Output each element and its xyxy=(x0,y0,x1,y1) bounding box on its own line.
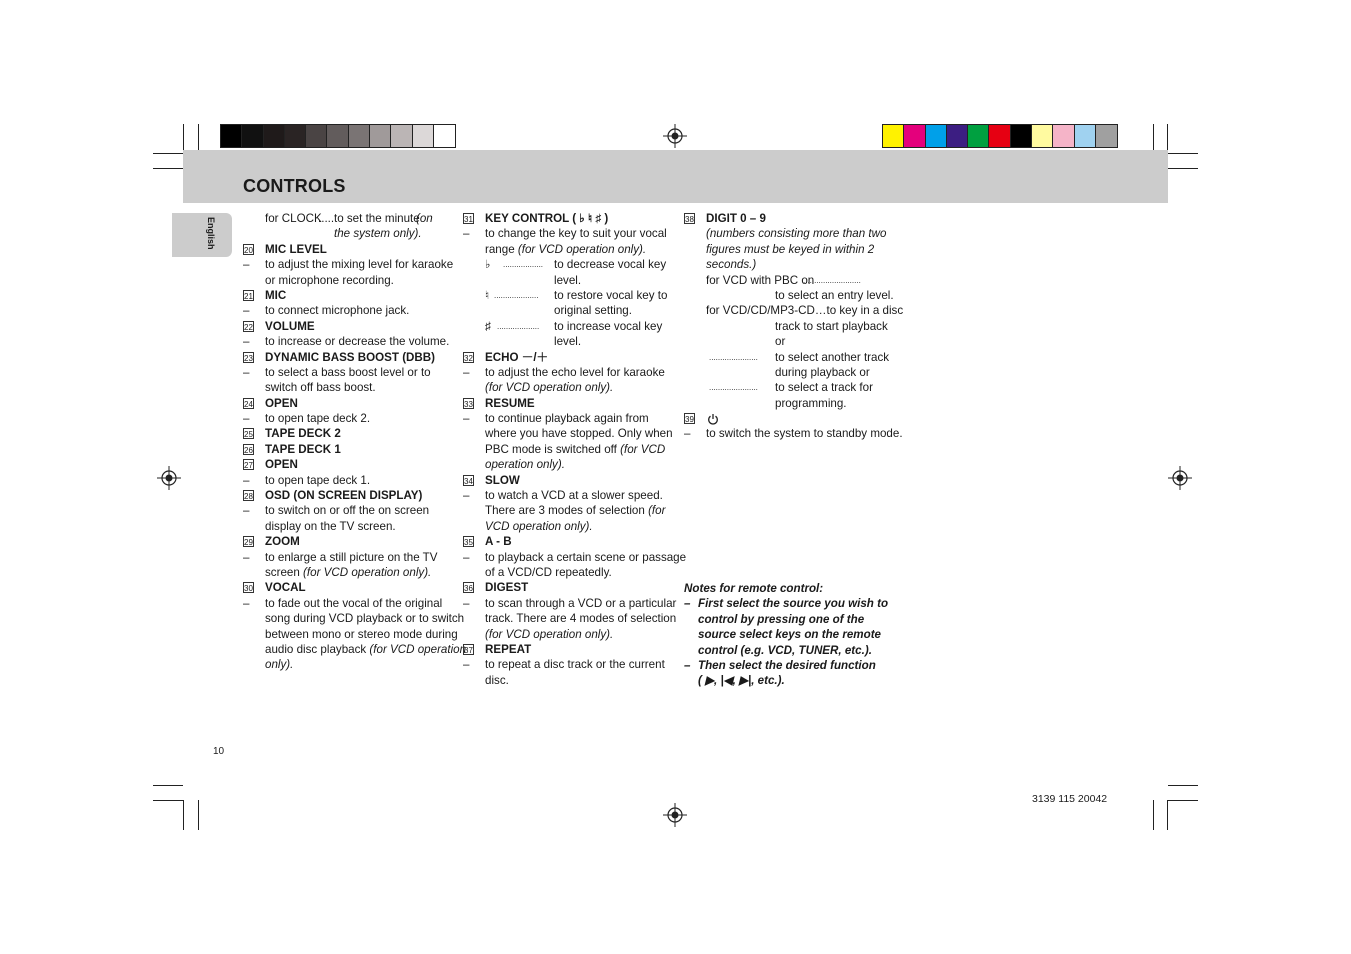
color-swatch xyxy=(264,125,285,147)
list-item: ♯ ................... to increase vocal key xyxy=(485,319,663,333)
list-item xyxy=(243,380,453,395)
list-item xyxy=(243,319,453,334)
list-item: 33 RESUME xyxy=(464,396,535,410)
crop-mark xyxy=(1168,785,1198,786)
list-item: – to switch the system to standby mode. xyxy=(684,427,903,441)
item-description: to open tape deck 2. xyxy=(265,412,371,426)
list-item: PBC mode is switched off (for VCD xyxy=(485,442,666,456)
list-item xyxy=(243,396,453,411)
list-item xyxy=(243,242,453,257)
list-item: – to playback a certain scene or passage xyxy=(463,550,687,564)
list-item: – to fade out the vocal of the original xyxy=(243,596,443,610)
list-item: ♭ .................. to decrease vocal key xyxy=(485,258,667,272)
color-swatch xyxy=(242,125,263,147)
power-icon xyxy=(707,413,719,425)
list-item: VCD operation only). xyxy=(485,519,593,533)
color-swatch xyxy=(1096,125,1117,147)
list-item: between mono or stereo mode during xyxy=(265,627,458,641)
list-item: 37 REPEAT xyxy=(464,642,532,656)
list-item: – to open tape deck 2. xyxy=(243,412,371,426)
list-item: screen (for VCD operation only). xyxy=(265,565,432,579)
list-item: – Then select the desired function xyxy=(684,658,876,672)
list-item: 35 A - B xyxy=(464,535,512,549)
crop-mark xyxy=(183,800,184,830)
list-item xyxy=(243,288,453,303)
list-item: 30 VOCAL xyxy=(244,581,306,595)
item-title: OPEN xyxy=(265,458,298,472)
crop-mark xyxy=(1167,800,1168,830)
color-swatch xyxy=(327,125,348,147)
item-description: to open tape deck 1. xyxy=(265,473,371,487)
list-item: – to adjust the mixing level for karaoke xyxy=(243,258,454,272)
color-swatch xyxy=(391,125,412,147)
list-item: – to select a bass boost level or to xyxy=(243,365,431,379)
crop-mark xyxy=(198,800,199,830)
list-item xyxy=(243,442,453,457)
list-item: only). xyxy=(265,658,294,672)
list-item: – to continue playback again from xyxy=(463,412,649,426)
list-item: control (e.g. VCD, TUNER, etc.). xyxy=(698,643,872,657)
color-swatch xyxy=(370,125,391,147)
list-item: audio disc playback (for VCD operation xyxy=(265,642,467,656)
list-item: – to enlarge a still picture on the TV xyxy=(243,550,438,564)
crop-mark xyxy=(153,785,183,786)
item-description: to select a bass boost level or to xyxy=(265,365,431,379)
list-item: seconds.) xyxy=(706,258,757,272)
color-swatch xyxy=(947,125,968,147)
crop-mark xyxy=(1153,800,1154,830)
item-number: 20 xyxy=(244,245,253,255)
list-item: – to increase or decrease the volume. xyxy=(243,335,450,349)
color-swatch xyxy=(434,125,455,147)
list-item: track. There are 4 modes of selection xyxy=(485,612,677,626)
color-swatch xyxy=(1075,125,1096,147)
list-item: ...................... to select a track for xyxy=(709,381,873,395)
crop-mark xyxy=(153,168,183,169)
list-item: original setting. xyxy=(554,304,632,318)
list-item xyxy=(243,350,453,365)
item-title: DYNAMIC BASS BOOST (DBB) xyxy=(265,350,436,364)
list-item: control by pressing one of the xyxy=(698,612,865,626)
item-description: to increase or decrease the volume. xyxy=(265,335,450,349)
color-swatch xyxy=(349,125,370,147)
item-number: 27 xyxy=(244,461,253,471)
item-description: switch off bass boost. xyxy=(265,381,376,395)
crop-mark xyxy=(153,153,183,154)
color-swatch xyxy=(883,125,904,147)
color-calibration-bar xyxy=(882,124,1118,148)
list-item: for VCD/CD/MP3-CD…to key in a disc xyxy=(706,304,904,318)
color-swatch xyxy=(989,125,1010,147)
list-item: ...................... to select another track xyxy=(709,350,890,364)
list-item: to select an entry level. xyxy=(775,288,894,302)
item-description: or microphone recording. xyxy=(265,273,394,287)
list-item: – to watch a VCD at a slower speed. xyxy=(463,489,663,503)
list-item: during playback or xyxy=(775,365,870,379)
item-description: to connect microphone jack. xyxy=(265,304,410,318)
list-item xyxy=(243,426,453,441)
column-1 xyxy=(243,211,467,673)
list-item: – to switch on or off the on screen xyxy=(243,504,430,518)
color-swatch xyxy=(285,125,306,147)
color-swatch xyxy=(904,125,925,147)
list-item: 39 xyxy=(684,411,899,426)
list-item: – to change the key to suit your vocal xyxy=(463,227,667,241)
item-number: 28 xyxy=(244,492,253,502)
list-item: 31 KEY CONTROL ( ♭ ♮ ♯ ) xyxy=(464,212,609,225)
page-number: 10 xyxy=(213,746,225,757)
crop-mark xyxy=(153,800,183,801)
list-item: 29 ZOOM xyxy=(244,535,300,549)
list-item: – First select the source you wish to xyxy=(684,597,889,611)
language-tab xyxy=(172,213,232,257)
page-title: CONTROLS xyxy=(243,176,346,196)
list-item xyxy=(243,519,453,534)
color-swatch xyxy=(1011,125,1032,147)
list-item: programming. xyxy=(775,396,847,410)
item-title: MIC LEVEL xyxy=(265,242,327,256)
list-item: – to scan through a VCD or a particular xyxy=(463,596,677,610)
list-item: 34 SLOW xyxy=(464,473,520,487)
control-list xyxy=(243,242,453,534)
item-number: 24 xyxy=(244,399,253,409)
crop-mark xyxy=(1168,800,1198,801)
grayscale-calibration-bar xyxy=(220,124,456,148)
notes-heading: Notes for remote control: xyxy=(684,582,824,595)
item-description: display on the TV screen. xyxy=(265,519,396,533)
color-swatch xyxy=(413,125,434,147)
document-code: 3139 115 20042 xyxy=(1032,793,1108,805)
list-item xyxy=(243,488,453,503)
list-item: for VCD with PBC on .......................... xyxy=(706,273,861,287)
item-number: 26 xyxy=(244,445,253,455)
color-swatch xyxy=(306,125,327,147)
color-swatch xyxy=(221,125,242,147)
list-item: or xyxy=(775,335,786,349)
item-title: OPEN xyxy=(265,396,298,410)
list-item: song during VCD playback or to switch xyxy=(265,612,465,626)
list-item: – to open tape deck 1. xyxy=(243,473,371,487)
list-item xyxy=(243,457,453,472)
list-item: (numbers consisting more than two xyxy=(706,227,887,241)
list-item: 36 DIGEST xyxy=(464,581,529,595)
list-item: There are 3 modes of selection (for xyxy=(485,504,666,518)
item-number: 25 xyxy=(244,430,253,440)
item-number: 21 xyxy=(244,291,253,301)
list-item: operation only). xyxy=(485,458,565,472)
list-item: (for VCD operation only). xyxy=(485,627,614,641)
list-item: – to adjust the echo level for karaoke xyxy=(463,365,665,379)
language-tab-label: English xyxy=(206,217,216,250)
registration-mark-icon xyxy=(663,803,687,827)
list-item: of a VCD/CD repeatedly. xyxy=(485,565,612,579)
list-item: – to connect microphone jack. xyxy=(243,304,410,318)
list-item: for CLOCK ..... to set the minute (on xyxy=(265,212,433,225)
item-description: to adjust the mixing level for karaoke xyxy=(265,258,454,272)
registration-mark-icon xyxy=(1168,466,1192,490)
list-item: source select keys on the remote xyxy=(698,628,882,642)
column-2 xyxy=(463,211,687,688)
list-item: figures must be keyed in within 2 xyxy=(706,242,875,256)
color-swatch xyxy=(1053,125,1074,147)
column-3 xyxy=(684,211,904,442)
item-number: 23 xyxy=(244,353,253,363)
list-item: the system only). xyxy=(334,227,422,241)
list-item: level. xyxy=(554,273,582,287)
crop-mark xyxy=(1168,153,1198,154)
item-title: MIC xyxy=(265,288,287,302)
item-title: TAPE DECK 1 xyxy=(265,442,341,456)
crop-mark xyxy=(1168,168,1198,169)
list-item xyxy=(243,273,453,288)
color-swatch xyxy=(1032,125,1053,147)
list-item: 38 DIGIT 0 – 9 xyxy=(685,212,766,225)
list-item: (for VCD operation only). xyxy=(485,381,614,395)
list-item: where you have stopped. Only when xyxy=(485,427,673,441)
list-item: level. xyxy=(554,335,582,349)
list-item: – to repeat a disc track or the current xyxy=(463,658,665,672)
list-item: 32 ECHO －/＋ xyxy=(464,350,549,364)
item-title: VOLUME xyxy=(265,319,315,333)
registration-mark-icon xyxy=(157,466,181,490)
item-number: 22 xyxy=(244,322,253,332)
color-swatch xyxy=(968,125,989,147)
registration-mark-icon xyxy=(663,124,687,148)
list-item: disc. xyxy=(485,673,509,687)
list-item: track to start playback xyxy=(775,319,888,333)
list-item: ( ▶, |◀, ▶|, etc.). xyxy=(698,674,785,688)
list-item: ♮ .................... to restore vocal key to xyxy=(485,288,668,302)
remote-notes xyxy=(684,581,899,689)
list-item: range (for VCD operation only). xyxy=(485,242,647,256)
color-swatch xyxy=(926,125,947,147)
item-description: to switch on or off the on screen xyxy=(265,504,430,518)
item-title: OSD (ON SCREEN DISPLAY) xyxy=(265,489,423,503)
item-title: TAPE DECK 2 xyxy=(265,427,341,441)
